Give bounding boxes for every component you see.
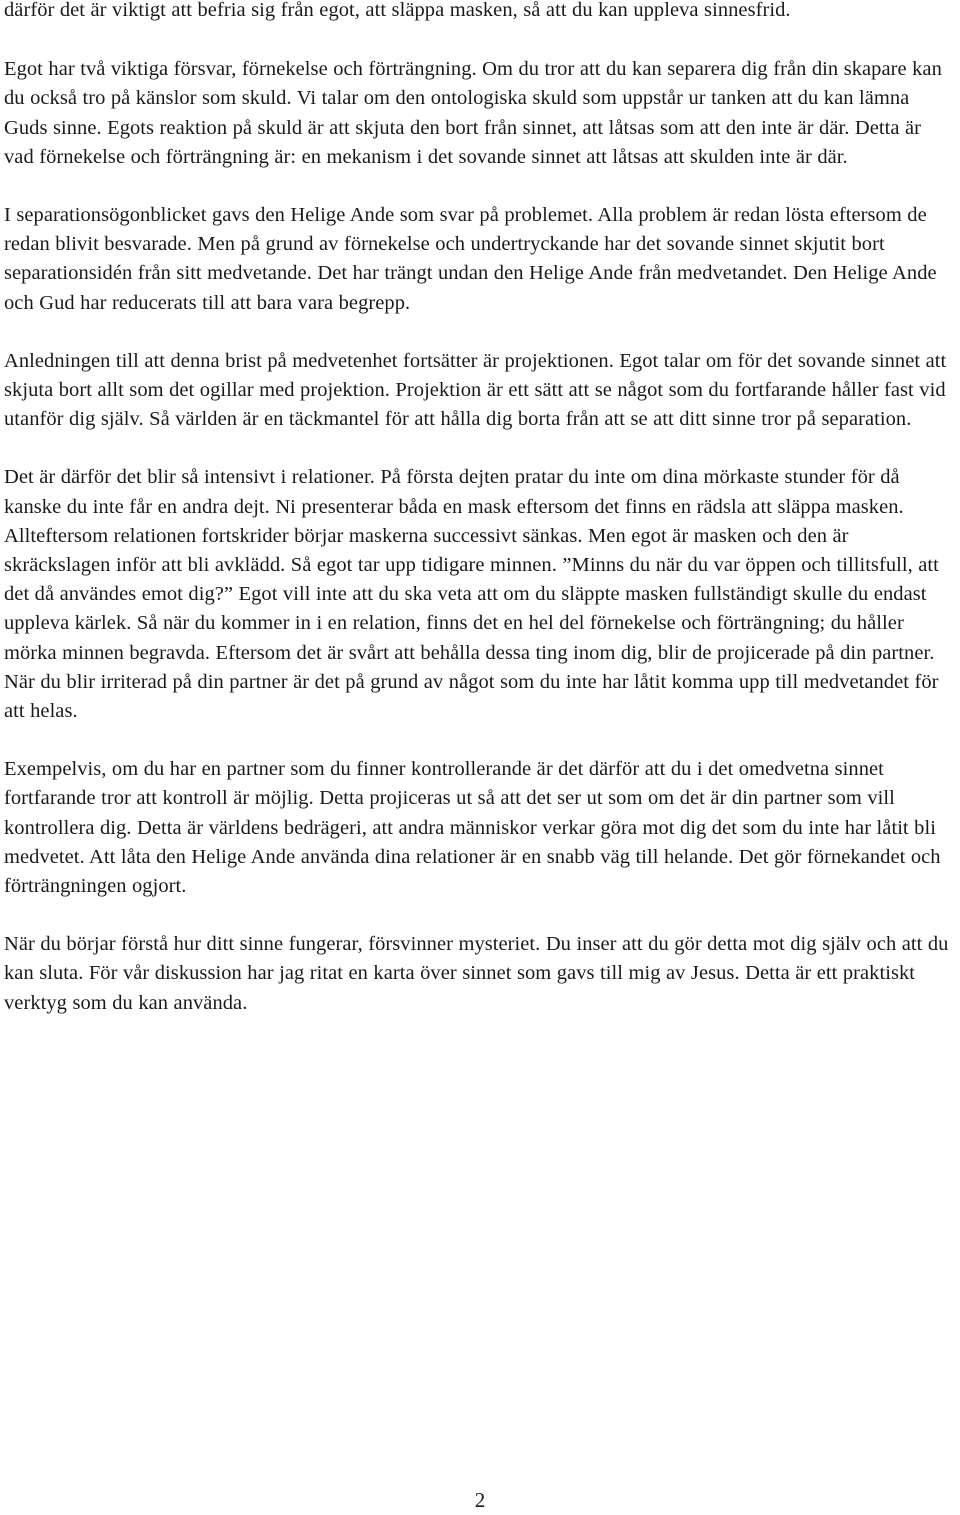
paragraph-5: Det är därför det blir så intensivt i relationer. På första dejten pratar du inte om dina mörkaste stunder för då kanske du inte får en andra dejt. Ni presenterar båda en mask eftersom det finns en rädsla att släppa masken. Allteftersom relationen fortskrider börjar maskerna successivt sänkas. Men egot är masken och den är skräckslagen inför att bli avklädd. Så egot tar upp tidigare minnen. ”Minns du när du var öppen och tillitsfull, att det då användes emot dig?” Egot vill inte att du ska veta att om du släppte masken fullständigt skulle du endast uppleva kärlek. Så när du kommer in i en relation, finns det en hel del förnekelse och förträngning; du håller mörka minnen begravda. Eftersom det är svårt att behålla dessa ting inom dig, blir de projicerade på din partner. När du blir irriterad på din partner är det på grund av något som du inte har låtit komma upp till medvetandet för att helas.	[4, 466, 939, 723]
paragraph-7: När du börjar förstå hur ditt sinne fungerar, försvinner mysteriet. Du inser att du gör detta mot dig själv och att du kan sluta. För vår diskussion har jag ritat en karta över sinnet som gavs till mig av Jesus. Detta är ett praktiskt verktyg som du kan använda.	[4, 933, 949, 1014]
page-number: 2	[474, 1488, 486, 1512]
paragraph-3: I separationsögonblicket gavs den Helige Ande som svar på problemet. Alla problem är redan lösta eftersom de redan blivit besvarade. Men på grund av förnekelse och undertryckande har det sovande sinnet skjutit bort separationsidén från sitt medvetande. Det har trängt undan den Helige Ande från medvetandet. Den Helige Ande och Gud har reducerats till att bara vara begrepp.	[4, 204, 937, 314]
paragraph-4: Anledningen till att denna brist på medvetenhet fortsätter är projektionen. Egot talar om för det sovande sinnet att skjuta bort allt som det ogillar med projektion. Projektion är ett sätt att se något som du fortfarande håller fast vid utanför dig själv. Så världen är en täckmantel för att hålla dig borta från att se att ditt sinne tror på separation.	[4, 349, 947, 431]
paragraph-6: Exempelvis, om du har en partner som du finner kontrollerande är det därför att du i det omedvetna sinnet fortfarande tror att kontroll är möjlig. Detta projiceras ut så att det ser ut som om det är din partner som vill kontrollera dig. Detta är världens bedrägeri, att andra människor verkar göra mot dig det som du inte har låtit bli medvetet. Att låta den Helige Ande använda dina relationer är en snabb väg till helande. Det gör förnekandet och förträngningen ogjort.	[4, 758, 941, 898]
document-body	[4, 0, 956, 1047]
paragraph-1: därför det är viktigt att befria sig från egot, att släppa masken, så att du kan uppleva sinnesfrid.	[4, 0, 791, 21]
paragraph-2: Egot har två viktiga försvar, förnekelse och förträngning. Om du tror att du kan separera dig från din skapare kan du också tro på känslor som skuld. Vi talar om den ontologiska skuld som uppstår ur tanken att du kan lämna Guds sinne. Egots reaktion på skuld är att skjuta den bort från sinnet, att låtsas som att den inte är där. Detta är vad förnekelse och förträngning är: en mekanism i det sovande sinnet att låtsas att skulden inte är där.	[4, 58, 942, 168]
